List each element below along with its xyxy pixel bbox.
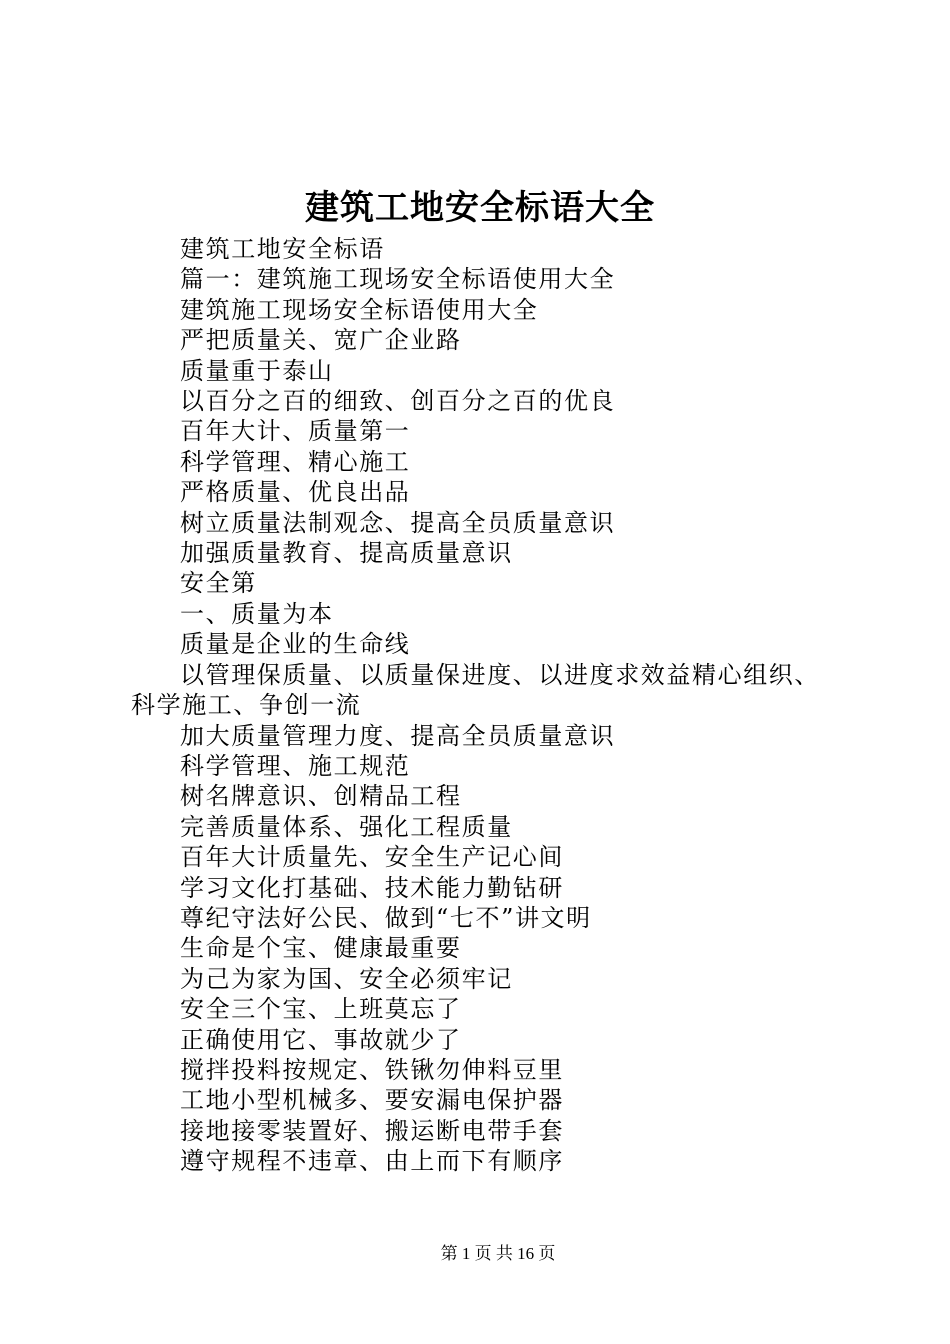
- text-line: 加强质量教育、提高质量意识: [180, 539, 513, 568]
- text-line: 尊纪守法好公民、做到“七不”讲文明: [180, 903, 592, 932]
- text-line: 篇一：建筑施工现场安全标语使用大全: [180, 265, 616, 294]
- text-line: 严把质量关、宽广企业路: [180, 326, 462, 355]
- text-line: 科学施工、争创一流: [131, 691, 362, 720]
- text-line: 完善质量体系、强化工程质量: [180, 812, 513, 841]
- text-line: 科学管理、施工规范: [180, 751, 411, 780]
- text-line: 科学管理、精心施工: [180, 447, 411, 476]
- text-line: 建筑施工现场安全标语使用大全: [180, 295, 539, 324]
- text-line: 安全第: [180, 569, 257, 598]
- text-line: 树立质量法制观念、提高全员质量意识: [180, 508, 616, 537]
- text-line: 质量重于泰山: [180, 356, 334, 385]
- text-line: 以管理保质量、以质量保进度、以进度求效益精心组织、: [180, 660, 820, 689]
- text-line: 生命是个宝、健康最重要: [180, 934, 462, 963]
- text-line: 为己为家为国、安全必须牢记: [180, 964, 513, 993]
- document-title: 建筑工地安全标语大全: [305, 188, 655, 228]
- text-line: 建筑工地安全标语: [180, 235, 385, 263]
- text-line: 工地小型机械多、要安漏电保护器: [180, 1086, 564, 1115]
- text-line: 质量是企业的生命线: [180, 630, 411, 659]
- page-footer: 第 1 页 共 16 页: [440, 1244, 556, 1263]
- text-line: 学习文化打基础、技术能力勤钻研: [180, 873, 564, 902]
- text-line: 百年大计、质量第一: [180, 417, 411, 446]
- text-line: 一、质量为本: [180, 599, 334, 628]
- document-body: [131, 234, 831, 1177]
- text-line: 严格质量、优良出品: [180, 478, 411, 507]
- text-line: 接地接零装置好、搬运断电带手套: [180, 1116, 564, 1145]
- text-line: 加大质量管理力度、提高全员质量意识: [180, 721, 616, 750]
- text-line: 以百分之百的细致、创百分之百的优良: [180, 387, 616, 416]
- text-line: 树名牌意识、创精品工程: [180, 782, 462, 811]
- text-line: 搅拌投料按规定、铁锹勿伸料豆里: [180, 1055, 564, 1084]
- text-line: 百年大计质量先、安全生产记心间: [180, 843, 564, 872]
- text-line: 正确使用它、事故就少了: [180, 1025, 462, 1054]
- text-line: 安全三个宝、上班莫忘了: [180, 995, 462, 1024]
- text-line: 遵守规程不违章、由上而下有顺序: [180, 1147, 564, 1176]
